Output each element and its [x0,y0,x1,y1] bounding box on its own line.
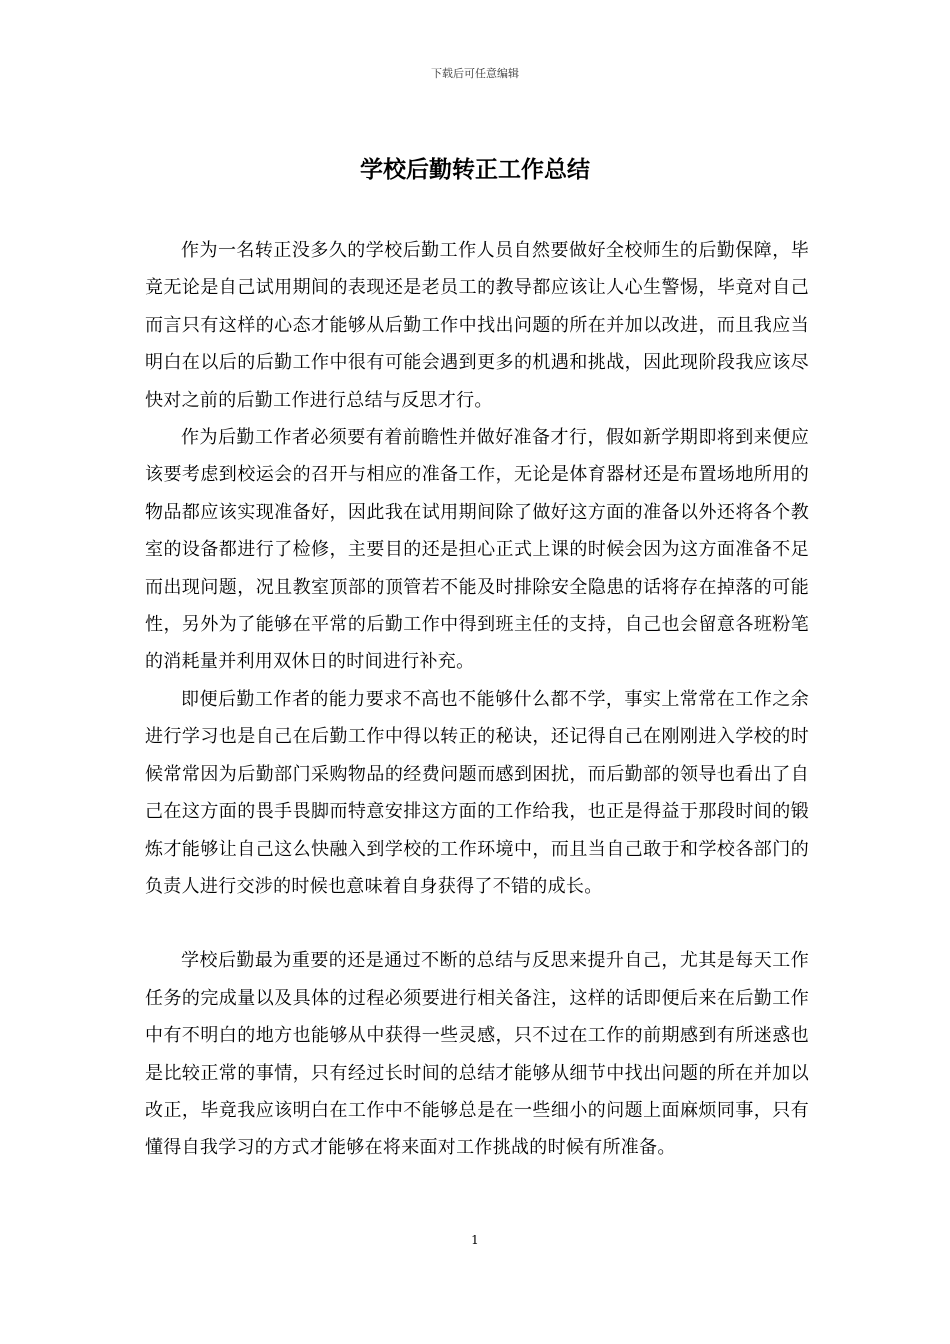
document-title: 学校后勤转正工作总结 [360,156,590,183]
document-body [145,232,809,1167]
header-note: 下载后可任意编辑 [431,67,519,80]
paragraph-2: 作为后勤工作者必须要有着前瞻性并做好准备才行，假如新学期即将到来便应该要考虑到校运会的召开与相应的准备工作，无论是体育器材还是布置场地所用的物品都应该实现准备好，因此我在试用期间除了做好这方面的准备以外还将各个教室的设备都进行了检修，主要目的还是担心正式上课的时候会因为这方面准备不足而出现问题，况且教室顶部的顶管若不能及时排除安全隐患的话将存在掉落的可能性，另外为了能够在平常的后勤工作中得到班主任的支持，自己也会留意各班粉笔的消耗量并利用双休日的时间进行补充。 [145,427,809,673]
paragraph-spacer [145,905,809,942]
paragraph-1: 作为一名转正没多久的学校后勤工作人员自然要做好全校师生的后勤保障，毕竟无论是自己试用期间的表现还是老员工的教导都应该让人心生警惕，毕竟对自己而言只有这样的心态才能够从后勤工作中找出问题的所在并加以改进，而且我应当明白在以后的后勤工作中很有可能会遇到更多的机遇和挑战，因此现阶段我应该尽快对之前的后勤工作进行总结与反思才行。 [145,240,809,411]
page-number: 1 [471,1233,479,1247]
paragraph-3: 即便后勤工作者的能力要求不高也不能够什么都不学，事实上常常在工作之余进行学习也是自己在后勤工作中得以转正的秘诀，还记得自己在刚刚进入学校的时候常常因为后勤部门采购物品的经费问题而感到困扰，而后勤部的领导也看出了自己在这方面的畏手畏脚而特意安排这方面的工作给我，也正是得益于那段时间的锻炼才能够让自己这么快融入到学校的工作环境中，而且当自己敢于和学校各部门的负责人进行交涉的时候也意味着自身获得了不错的成长。 [145,688,809,897]
paragraph-4: 学校后勤最为重要的还是通过不断的总结与反思来提升自己，尤其是每天工作任务的完成量以及具体的过程必须要进行相关备注，这样的话即便后来在后勤工作中有不明白的地方也能够从中获得一些灵感，只不过在工作的前期感到有所迷惑也是比较正常的事情，只有经过长时间的总结才能够从细节中找出问题的所在并加以改正，毕竟我应该明白在工作中不能够总是在一些细小的问题上面麻烦同事，只有懂得自我学习的方式才能够在将来面对工作挑战的时候有所准备。 [145,950,809,1159]
